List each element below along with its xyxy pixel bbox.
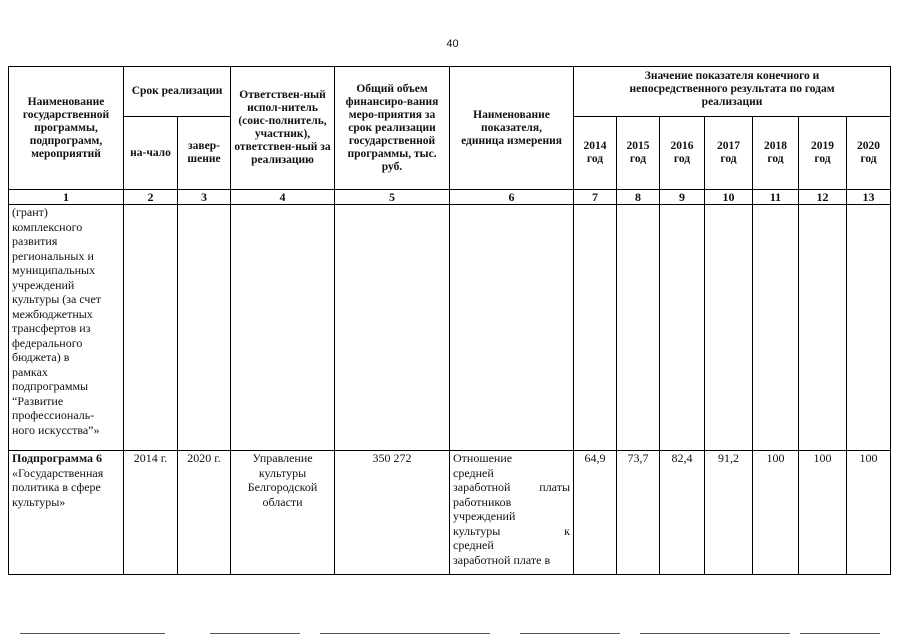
name-line: “Развитие xyxy=(12,393,64,408)
header-year-2016 xyxy=(660,117,705,190)
subprogram-responsible: Управление культуры Белгородской области xyxy=(231,451,335,575)
empty-cell xyxy=(231,205,335,451)
column-number: 8 xyxy=(617,190,660,205)
column-number: 12 xyxy=(799,190,847,205)
empty-cell xyxy=(617,205,660,451)
empty-cell xyxy=(847,205,891,451)
year-unit: год xyxy=(629,153,647,165)
year-label: 2018 xyxy=(764,140,788,152)
header-year-2017 xyxy=(705,117,753,190)
value-2015: 73,7 xyxy=(617,451,660,575)
column-number: 4 xyxy=(231,190,335,205)
name-line: федерального xyxy=(12,335,83,350)
name-line: профессиональ- xyxy=(12,408,95,422)
header-start: на-чало xyxy=(124,117,178,190)
subprogram-subtitle: «Государственная политика в сфере культуры» xyxy=(12,465,104,509)
column-number: 1 xyxy=(9,190,124,205)
year-label: 2015 xyxy=(626,140,650,152)
year-unit: год xyxy=(586,153,604,165)
year-unit: год xyxy=(767,153,784,165)
year-label: 2019 xyxy=(811,140,835,152)
header-program-name: Наименование государственной программы, подпрограмм, мероприятий xyxy=(9,67,124,190)
empty-cell xyxy=(705,205,753,451)
name-line: межбюджетных xyxy=(12,306,93,321)
name-line: муниципальных xyxy=(12,263,96,277)
name-line: развития xyxy=(12,234,58,248)
value-2014: 64,9 xyxy=(574,451,617,575)
header-year-2019 xyxy=(799,117,847,190)
empty-cell xyxy=(124,205,178,451)
subprogram-end: 2020 г. xyxy=(178,451,231,575)
column-number: 10 xyxy=(705,190,753,205)
name-line: (грант) xyxy=(12,205,48,219)
year-unit: год xyxy=(673,153,691,165)
column-number: 11 xyxy=(753,190,799,205)
year-label: 2017 xyxy=(717,140,741,152)
empty-cell xyxy=(660,205,705,451)
name-line: подпрограммы xyxy=(12,379,89,393)
column-number: 2 xyxy=(124,190,178,205)
header-year-2020 xyxy=(847,117,891,190)
name-line: трансфертов из xyxy=(12,321,91,335)
indicator-line: работников xyxy=(453,494,512,509)
subprogram-funding: 350 272 xyxy=(335,451,450,575)
column-number: 3 xyxy=(178,190,231,205)
indicator-line: средней xyxy=(453,465,494,480)
value-2017: 91,2 xyxy=(705,451,753,575)
footer-scan-lines xyxy=(0,633,905,635)
name-line: учреждений xyxy=(12,277,75,292)
header-year-2015 xyxy=(617,117,660,190)
empty-cell xyxy=(335,205,450,451)
header-year-2018 xyxy=(753,117,799,190)
name-line: ного искусства”» xyxy=(12,422,100,437)
empty-cell xyxy=(178,205,231,451)
continuation-name-cell xyxy=(9,205,124,451)
column-number: 7 xyxy=(574,190,617,205)
name-line: региональных и xyxy=(12,248,94,263)
header-indicator: Наименование показателя, единица измерения xyxy=(450,67,574,190)
column-number: 6 xyxy=(450,190,574,205)
year-unit: год xyxy=(860,153,877,165)
value-2019: 100 xyxy=(799,451,847,575)
name-line: культуры (за счет xyxy=(12,292,102,306)
column-number: 9 xyxy=(660,190,705,205)
header-term: Срок реализации xyxy=(124,67,231,117)
year-label: 2016 xyxy=(670,140,694,152)
year-unit: год xyxy=(720,153,737,165)
column-number: 5 xyxy=(335,190,450,205)
subprogram-name-cell xyxy=(9,451,124,575)
header-funding: Общий объем финансиро-вания меро-приятия за срок реализации государственной программы, тыс. руб. xyxy=(335,67,450,190)
header-responsible: Ответствен-ный испол-нитель (соис-полнитель, участник), ответствен-ный за реализацию xyxy=(231,67,335,190)
subprogram-indicator xyxy=(450,451,574,575)
year-label: 2020 xyxy=(857,140,881,152)
name-line: бюджета) в xyxy=(12,350,70,364)
name-line: рамках xyxy=(12,364,48,379)
empty-cell xyxy=(753,205,799,451)
indicator-line: Отношение xyxy=(453,451,513,465)
page-number: 40 xyxy=(446,38,459,50)
column-number: 13 xyxy=(847,190,891,205)
name-line: комплексного xyxy=(12,219,83,234)
indicator-line: культуры к xyxy=(453,523,571,538)
header-year-2014 xyxy=(574,117,617,190)
indicator-line: заработной плате в xyxy=(453,552,551,567)
indicator-line: заработной платы xyxy=(453,480,571,494)
indicator-line: учреждений xyxy=(453,509,516,523)
indicator-line: средней xyxy=(453,538,494,552)
header-values-title: Значение показателя конечного и непосредственного результата по годам реализации xyxy=(574,67,891,117)
year-unit: год xyxy=(814,153,831,165)
year-label: 2014 xyxy=(583,140,607,152)
empty-cell xyxy=(799,205,847,451)
header-end: завер-шение xyxy=(178,117,231,190)
value-2016: 82,4 xyxy=(660,451,705,575)
value-2020: 100 xyxy=(847,451,891,575)
subprogram-start: 2014 г. xyxy=(124,451,178,575)
empty-cell xyxy=(574,205,617,451)
program-table xyxy=(8,66,891,575)
empty-cell xyxy=(450,205,574,451)
subprogram-title: Подпрограмма 6 xyxy=(12,451,103,465)
value-2018: 100 xyxy=(753,451,799,575)
